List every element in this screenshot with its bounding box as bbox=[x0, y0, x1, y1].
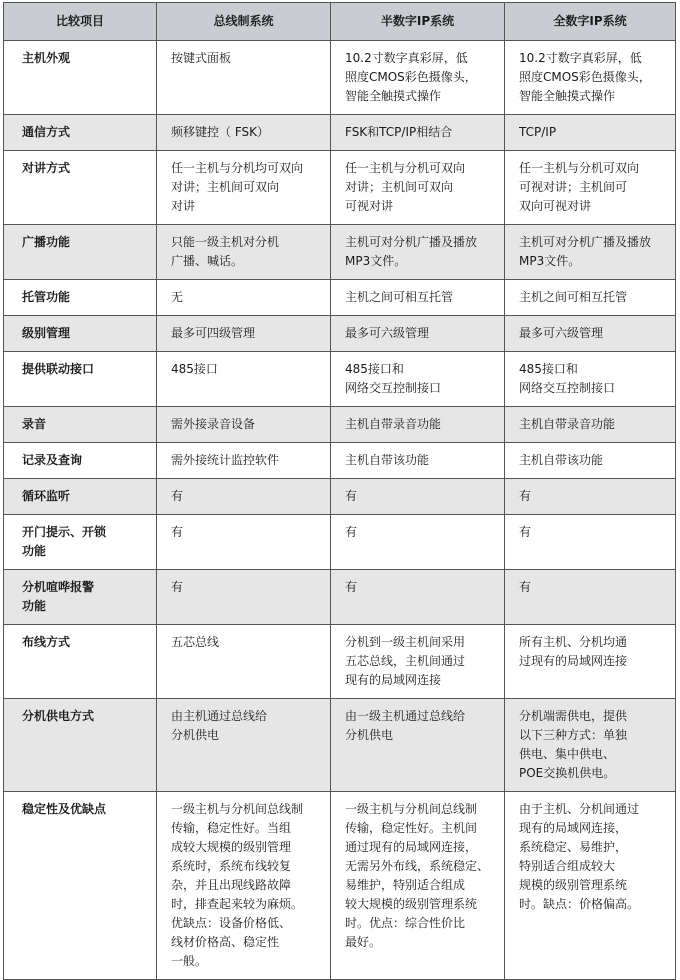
cell-semi-ip: 10.2寸数字真彩屏，低 照度CMOS彩色摄像头， 智能全触摸式操作 bbox=[331, 41, 505, 115]
cell-bus: 一级主机与分机间总线制 传输，稳定性好。当组 成较大规模的级别管理 系统时，系统布线较复 杂，并且出现线路故障 时，排查起来较为麻烦。 优缺点：设备价格低、 线材价格高、稳定性 一般。 bbox=[157, 792, 331, 980]
cell-bus: 485接口 bbox=[157, 352, 331, 407]
cell-full-ip: 所有主机、分机均通 过现有的局域网连接 bbox=[505, 625, 676, 699]
cell-bus: 五芯总线 bbox=[157, 625, 331, 699]
table-row bbox=[4, 515, 676, 570]
row-label: 通信方式 bbox=[4, 115, 157, 151]
header-item: 比较项目 bbox=[4, 3, 157, 41]
row-label: 分机供电方式 bbox=[4, 699, 157, 792]
cell-semi-ip: 分机到一级主机间采用 五芯总线，主机间通过 现有的局域网连接 bbox=[331, 625, 505, 699]
row-label: 稳定性及优缺点 bbox=[4, 792, 157, 980]
cell-full-ip: 10.2寸数字真彩屏，低 照度CMOS彩色摄像头， 智能全触摸式操作 bbox=[505, 41, 676, 115]
cell-semi-ip: 主机自带录音功能 bbox=[331, 407, 505, 443]
cell-bus: 只能一级主机对分机 广播、喊话。 bbox=[157, 225, 331, 280]
cell-bus: 最多可四级管理 bbox=[157, 316, 331, 352]
cell-bus: 频移键控（ FSK） bbox=[157, 115, 331, 151]
row-label: 布线方式 bbox=[4, 625, 157, 699]
row-label: 开门提示、开锁 功能 bbox=[4, 515, 157, 570]
cell-semi-ip: 有 bbox=[331, 570, 505, 625]
cell-semi-ip: 485接口和 网络交互控制接口 bbox=[331, 352, 505, 407]
row-label: 记录及查询 bbox=[4, 443, 157, 479]
table-row bbox=[4, 115, 676, 151]
row-label: 对讲方式 bbox=[4, 151, 157, 225]
table-row bbox=[4, 316, 676, 352]
cell-semi-ip: 任一主机与分机可双向 对讲；主机间可双向 可视对讲 bbox=[331, 151, 505, 225]
table-row bbox=[4, 792, 676, 980]
row-label: 循环监听 bbox=[4, 479, 157, 515]
cell-semi-ip: 主机自带该功能 bbox=[331, 443, 505, 479]
cell-bus: 按键式面板 bbox=[157, 41, 331, 115]
cell-semi-ip: 有 bbox=[331, 479, 505, 515]
cell-semi-ip: 有 bbox=[331, 515, 505, 570]
row-label: 提供联动接口 bbox=[4, 352, 157, 407]
cell-semi-ip: 主机可对分机广播及播放 MP3文件。 bbox=[331, 225, 505, 280]
cell-bus: 有 bbox=[157, 570, 331, 625]
cell-bus: 有 bbox=[157, 479, 331, 515]
cell-full-ip: TCP/IP bbox=[505, 115, 676, 151]
row-label: 主机外观 bbox=[4, 41, 157, 115]
cell-full-ip: 主机自带该功能 bbox=[505, 443, 676, 479]
cell-full-ip: 有 bbox=[505, 479, 676, 515]
cell-semi-ip: FSK和TCP/IP相结合 bbox=[331, 115, 505, 151]
cell-semi-ip: 由一级主机通过总线给 分机供电 bbox=[331, 699, 505, 792]
row-label: 录音 bbox=[4, 407, 157, 443]
cell-semi-ip: 一级主机与分机间总线制 传输，稳定性好。主机间 通过现有的局域网连接， 无需另外布线，系统稳定、 易维护，特别适合组成 较大规模的级别管理系统 时。优点：综合性价比 最好。 bbox=[331, 792, 505, 980]
cell-full-ip: 任一主机与分机可双向 可视对讲；主机间可 双向可视对讲 bbox=[505, 151, 676, 225]
table-row bbox=[4, 280, 676, 316]
cell-full-ip: 由于主机、分机间通过 现有的局域网连接， 系统稳定、易维护， 特别适合组成较大 规模的级别管理系统 时。缺点：价格偏高。 bbox=[505, 792, 676, 980]
cell-bus: 需外接统计监控软件 bbox=[157, 443, 331, 479]
cell-semi-ip: 最多可六级管理 bbox=[331, 316, 505, 352]
header-full-ip-system: 全数字IP系统 bbox=[505, 3, 676, 41]
cell-bus: 任一主机与分机均可双向 对讲；主机间可双向 对讲 bbox=[157, 151, 331, 225]
cell-full-ip: 485接口和 网络交互控制接口 bbox=[505, 352, 676, 407]
table-row bbox=[4, 407, 676, 443]
comparison-table bbox=[3, 2, 676, 980]
cell-semi-ip: 主机之间可相互托管 bbox=[331, 280, 505, 316]
cell-bus: 有 bbox=[157, 515, 331, 570]
row-label: 广播功能 bbox=[4, 225, 157, 280]
cell-bus: 由主机通过总线给 分机供电 bbox=[157, 699, 331, 792]
table-row bbox=[4, 225, 676, 280]
row-label: 分机喧哗报警 功能 bbox=[4, 570, 157, 625]
cell-full-ip: 有 bbox=[505, 515, 676, 570]
cell-full-ip: 主机可对分机广播及播放 MP3文件。 bbox=[505, 225, 676, 280]
table-row bbox=[4, 570, 676, 625]
header-bus-system: 总线制系统 bbox=[157, 3, 331, 41]
table-row bbox=[4, 479, 676, 515]
header-row bbox=[4, 3, 676, 41]
table-row bbox=[4, 699, 676, 792]
table-row bbox=[4, 151, 676, 225]
row-label: 级别管理 bbox=[4, 316, 157, 352]
table-row bbox=[4, 41, 676, 115]
cell-full-ip: 有 bbox=[505, 570, 676, 625]
row-label: 托管功能 bbox=[4, 280, 157, 316]
table-row bbox=[4, 443, 676, 479]
cell-full-ip: 分机端需供电，提供 以下三种方式：单独 供电、集中供电、 POE交换机供电。 bbox=[505, 699, 676, 792]
table-row bbox=[4, 352, 676, 407]
table-row bbox=[4, 625, 676, 699]
cell-bus: 无 bbox=[157, 280, 331, 316]
cell-full-ip: 主机之间可相互托管 bbox=[505, 280, 676, 316]
cell-full-ip: 主机自带录音功能 bbox=[505, 407, 676, 443]
cell-bus: 需外接录音设备 bbox=[157, 407, 331, 443]
cell-full-ip: 最多可六级管理 bbox=[505, 316, 676, 352]
header-semi-ip-system: 半数字IP系统 bbox=[331, 3, 505, 41]
